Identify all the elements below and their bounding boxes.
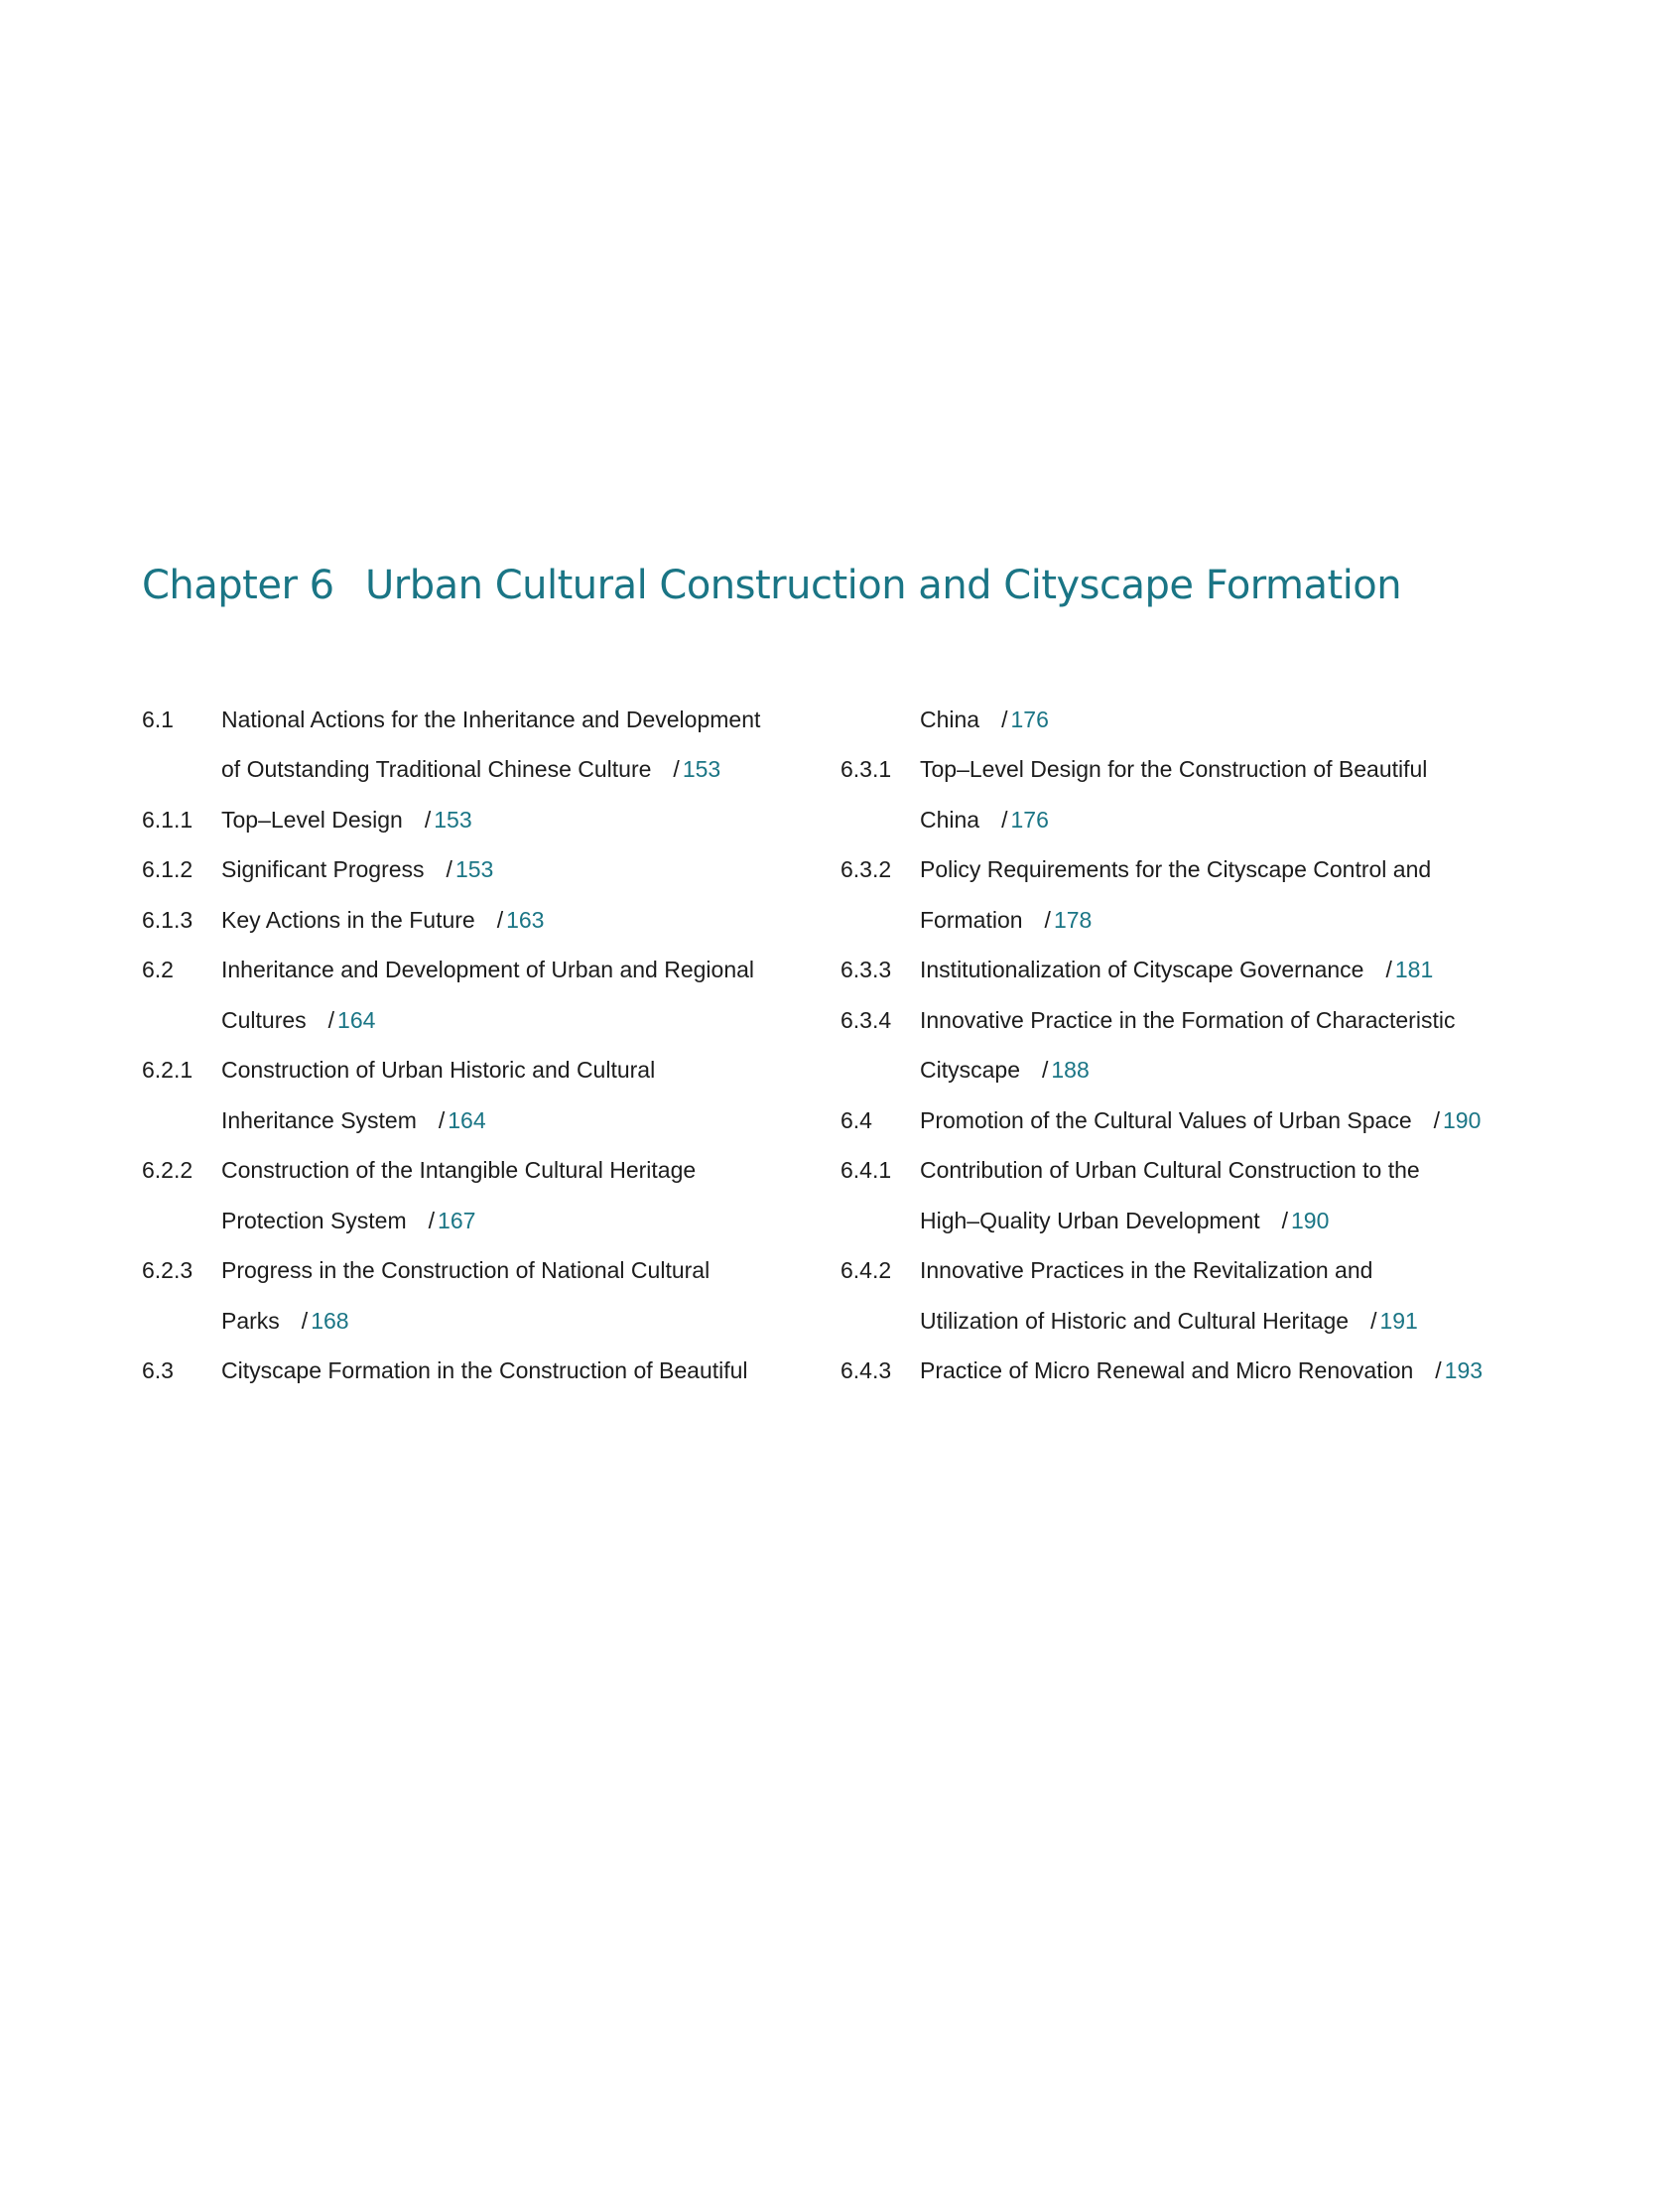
section-number: 6.3.4 bbox=[840, 1006, 892, 1033]
toc-left-column bbox=[142, 695, 797, 1396]
page-number[interactable]: 176 bbox=[1010, 806, 1049, 833]
section-title-text: Innovative Practices in the Revitalization and bbox=[920, 1257, 1373, 1284]
section-title-text: Top–Level Design bbox=[221, 806, 403, 833]
section-title-text: Utilization of Historic and Cultural Heritage bbox=[920, 1307, 1350, 1334]
toc-entry[interactable] bbox=[142, 995, 797, 1046]
section-title bbox=[221, 1208, 797, 1234]
page-separator: / bbox=[1001, 706, 1008, 732]
section-title-text: Formation bbox=[920, 906, 1023, 933]
section-number: 6.2.3 bbox=[142, 1257, 194, 1284]
section-number: 6.4.2 bbox=[840, 1257, 892, 1284]
section-title bbox=[920, 1208, 1515, 1234]
page-number[interactable]: 191 bbox=[1379, 1307, 1418, 1334]
page-number[interactable]: 190 bbox=[1443, 1106, 1482, 1133]
page-number[interactable]: 181 bbox=[1394, 957, 1434, 983]
section-title-text: China bbox=[920, 806, 980, 833]
toc-entry[interactable] bbox=[840, 895, 1515, 946]
page-number[interactable]: 190 bbox=[1291, 1207, 1330, 1233]
section-title bbox=[221, 807, 797, 834]
page-separator: / bbox=[673, 756, 680, 783]
section-number: 6.3 bbox=[142, 1357, 174, 1384]
section-number: 6.4.1 bbox=[840, 1157, 892, 1184]
section-number: 6.1.1 bbox=[142, 806, 194, 833]
toc-entry[interactable] bbox=[142, 1347, 797, 1397]
section-title bbox=[221, 756, 797, 783]
section-title-text: National Actions for the Inheritance and Development bbox=[221, 706, 761, 732]
section-title bbox=[221, 957, 797, 983]
page-separator: / bbox=[1044, 906, 1051, 933]
section-title bbox=[221, 1357, 797, 1384]
toc-entry[interactable] bbox=[840, 745, 1515, 796]
section-title-text: Inheritance System bbox=[221, 1106, 417, 1133]
section-title-text: Progress in the Construction of National Cultural bbox=[221, 1257, 711, 1284]
section-number: 6.3.1 bbox=[840, 756, 892, 783]
section-title-text: Innovative Practice in the Formation of Characteristic bbox=[920, 1006, 1456, 1033]
section-title-text: Key Actions in the Future bbox=[221, 906, 475, 933]
toc-entry[interactable] bbox=[840, 1296, 1515, 1347]
section-title-text: Cultures bbox=[221, 1006, 307, 1033]
section-title bbox=[221, 1007, 797, 1034]
toc-entry[interactable] bbox=[142, 1196, 797, 1246]
page-number[interactable]: 193 bbox=[1444, 1357, 1484, 1384]
page-separator: / bbox=[1281, 1207, 1289, 1233]
section-number: 6.2.2 bbox=[142, 1157, 194, 1184]
section-number: 6.2.1 bbox=[142, 1057, 194, 1084]
section-title-text: Construction of the Intangible Cultural Heritage bbox=[221, 1157, 697, 1184]
page-number[interactable]: 178 bbox=[1053, 906, 1093, 933]
section-title bbox=[920, 807, 1515, 834]
toc-entry[interactable] bbox=[840, 995, 1515, 1046]
section-title bbox=[920, 957, 1515, 983]
page-number[interactable]: 163 bbox=[506, 906, 545, 933]
section-title bbox=[221, 1157, 797, 1184]
toc-entry[interactable] bbox=[840, 946, 1515, 996]
page-number[interactable]: 167 bbox=[438, 1207, 476, 1233]
toc-entry[interactable] bbox=[840, 1095, 1515, 1146]
section-title-text: of Outstanding Traditional Chinese Culture bbox=[221, 756, 652, 783]
toc-entry[interactable] bbox=[142, 745, 797, 796]
section-title bbox=[221, 1257, 797, 1284]
toc-entry[interactable] bbox=[142, 946, 797, 996]
section-title-text: China bbox=[920, 706, 980, 732]
toc-entry[interactable] bbox=[840, 1146, 1515, 1197]
toc-right-column bbox=[840, 695, 1515, 1396]
section-title bbox=[920, 1057, 1515, 1084]
section-title bbox=[221, 1107, 797, 1134]
page-separator: / bbox=[1433, 1106, 1441, 1133]
toc-entry[interactable] bbox=[142, 1146, 797, 1197]
section-number: 6.4.3 bbox=[840, 1357, 892, 1384]
toc-entry[interactable] bbox=[142, 1046, 797, 1096]
section-title bbox=[221, 707, 797, 733]
page-separator: / bbox=[1370, 1307, 1377, 1334]
section-title bbox=[920, 1107, 1515, 1134]
section-title-text: Inheritance and Development of Urban and Regional bbox=[221, 957, 755, 983]
section-title-text: Top–Level Design for the Construction of Beautiful bbox=[920, 756, 1428, 783]
toc-entry[interactable] bbox=[840, 1246, 1515, 1297]
page-separator: / bbox=[424, 806, 432, 833]
section-title-text: Institutionalization of Cityscape Governance bbox=[920, 957, 1364, 983]
page-separator: / bbox=[301, 1307, 309, 1334]
section-title-text: Construction of Urban Historic and Cultural bbox=[221, 1057, 656, 1084]
section-title bbox=[920, 1157, 1515, 1184]
section-number: 6.2 bbox=[142, 957, 174, 983]
section-title-text: Significant Progress bbox=[221, 856, 425, 883]
toc-entry[interactable] bbox=[840, 795, 1515, 845]
page-number[interactable]: 164 bbox=[337, 1006, 376, 1033]
section-number: 6.1.2 bbox=[142, 856, 194, 883]
section-title-text: Practice of Micro Renewal and Micro Renovation bbox=[920, 1357, 1414, 1384]
toc-entry[interactable] bbox=[142, 795, 797, 845]
toc-entry[interactable] bbox=[840, 695, 1515, 745]
page-number[interactable]: 153 bbox=[454, 856, 494, 883]
toc-entry[interactable] bbox=[840, 1196, 1515, 1246]
toc-entry[interactable] bbox=[840, 845, 1515, 896]
section-title-text: Promotion of the Cultural Values of Urban Space bbox=[920, 1106, 1412, 1133]
section-title-text: Policy Requirements for the Cityscape Control and bbox=[920, 856, 1432, 883]
page-separator: / bbox=[1001, 806, 1008, 833]
section-title-text: Protection System bbox=[221, 1207, 407, 1233]
section-number: 6.3.2 bbox=[840, 856, 892, 883]
page-number[interactable]: 176 bbox=[1010, 706, 1049, 732]
page-separator: / bbox=[496, 906, 504, 933]
section-number: 6.1 bbox=[142, 706, 174, 732]
page-separator: / bbox=[327, 1006, 335, 1033]
page-separator: / bbox=[446, 856, 452, 883]
section-title-text: Cityscape Formation in the Construction of Beautiful bbox=[221, 1357, 748, 1384]
toc-entry[interactable] bbox=[142, 1095, 797, 1146]
page-separator: / bbox=[428, 1207, 436, 1233]
toc-entry[interactable] bbox=[142, 1246, 797, 1297]
section-title bbox=[920, 707, 1515, 733]
page-number[interactable]: 168 bbox=[311, 1307, 349, 1334]
toc-entry[interactable] bbox=[840, 1046, 1515, 1096]
section-title-text: Contribution of Urban Cultural Construction to the bbox=[920, 1157, 1420, 1184]
section-title-text: High–Quality Urban Development bbox=[920, 1207, 1260, 1233]
section-title bbox=[920, 1257, 1515, 1284]
section-title bbox=[920, 1308, 1515, 1335]
section-title bbox=[920, 1357, 1515, 1384]
section-number: 6.1.3 bbox=[142, 906, 194, 933]
section-title bbox=[920, 907, 1515, 934]
page-number[interactable]: 153 bbox=[434, 806, 472, 833]
section-number: 6.4 bbox=[840, 1106, 872, 1133]
page-number[interactable]: 153 bbox=[682, 756, 721, 783]
toc-entry[interactable] bbox=[840, 1347, 1515, 1397]
page-separator: / bbox=[1385, 957, 1392, 983]
page-number[interactable]: 164 bbox=[448, 1106, 486, 1133]
section-title bbox=[920, 856, 1515, 883]
chapter-title: Urban Cultural Construction and Cityscape Formation bbox=[365, 563, 1402, 608]
section-title bbox=[920, 1007, 1515, 1034]
chapter-number: Chapter 6 bbox=[142, 563, 334, 608]
section-title bbox=[920, 756, 1515, 783]
chapter-heading bbox=[142, 558, 1401, 613]
toc-entry[interactable] bbox=[142, 695, 797, 745]
section-title bbox=[221, 1057, 797, 1084]
page-number[interactable]: 188 bbox=[1051, 1057, 1090, 1084]
toc-entry[interactable] bbox=[142, 895, 797, 946]
toc-entry[interactable] bbox=[142, 845, 797, 896]
section-title bbox=[221, 856, 797, 883]
section-title-text: Parks bbox=[221, 1307, 280, 1334]
section-number: 6.3.3 bbox=[840, 957, 892, 983]
page-separator: / bbox=[1435, 1357, 1442, 1384]
section-title bbox=[221, 1308, 797, 1335]
toc-entry[interactable] bbox=[142, 1296, 797, 1347]
section-title-text: Cityscape bbox=[920, 1057, 1020, 1084]
page-separator: / bbox=[438, 1106, 446, 1133]
page-separator: / bbox=[1041, 1057, 1049, 1084]
section-title bbox=[221, 907, 797, 934]
